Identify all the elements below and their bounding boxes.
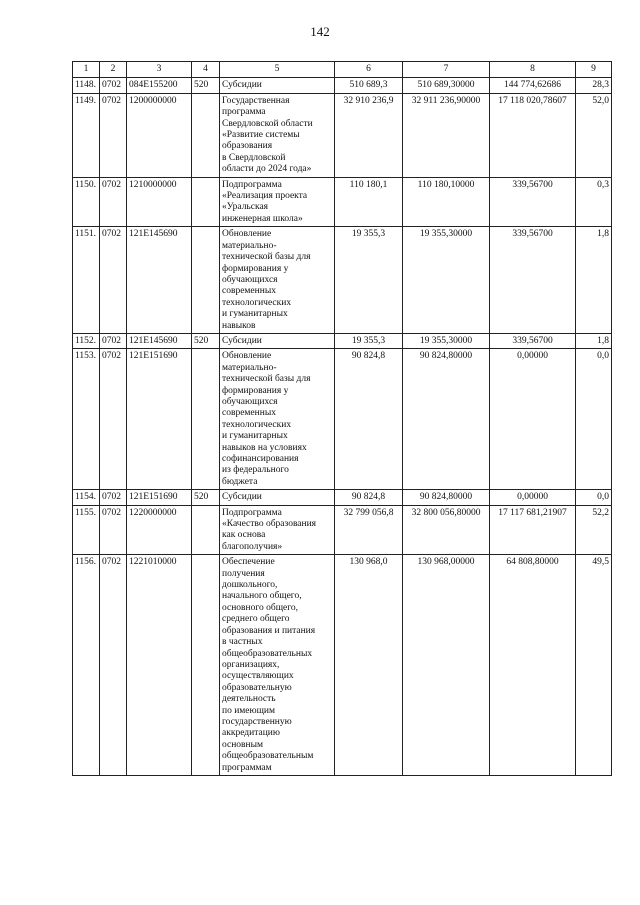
item-name-line: программа (222, 107, 266, 118)
item-name-line: обучающихся (222, 396, 278, 407)
header-cell: 6 (335, 62, 403, 78)
expense-type-code (192, 505, 220, 555)
header-cell: 9 (576, 62, 612, 78)
item-name-line: навыков (222, 320, 256, 331)
article-code: 121E145690 (127, 333, 192, 348)
approved-amount: 90 824,80000 (403, 490, 490, 505)
approved-amount: 110 180,10000 (403, 177, 490, 227)
expense-type-code: 520 (192, 78, 220, 93)
item-name-line: в частных (222, 637, 263, 648)
executed-amount: 144 774,62686 (490, 78, 576, 93)
planned-amount: 19 355,3 (335, 333, 403, 348)
execution-percent: 0,0 (576, 349, 612, 490)
planned-amount: 110 180,1 (335, 177, 403, 227)
item-name-line: формирования у (222, 263, 289, 274)
approved-amount: 32 911 236,90000 (403, 93, 490, 177)
item-name-line: из федерального (222, 465, 289, 476)
planned-amount: 19 355,3 (335, 227, 403, 334)
row-number: 1154. (73, 490, 100, 505)
item-name-line: Обеспечение (222, 557, 275, 568)
item-name (220, 505, 335, 555)
item-name (220, 333, 335, 348)
item-name (220, 78, 335, 93)
item-name-line: технологических (222, 419, 292, 430)
table-row (73, 227, 612, 334)
executed-amount: 339,56700 (490, 227, 576, 334)
header-cell: 3 (127, 62, 192, 78)
executed-amount: 17 117 681,21907 (490, 505, 576, 555)
row-number: 1150. (73, 177, 100, 227)
header-cell: 2 (100, 62, 127, 78)
item-name (220, 227, 335, 334)
section-code: 0702 (100, 177, 127, 227)
executed-amount: 0,00000 (490, 490, 576, 505)
row-number: 1151. (73, 227, 100, 334)
section-code: 0702 (100, 505, 127, 555)
item-name-line: технической базы для (222, 252, 311, 263)
item-name-line: Подпрограмма (222, 507, 282, 518)
planned-amount: 130 968,0 (335, 555, 403, 776)
table-body (73, 78, 612, 776)
approved-amount: 19 355,30000 (403, 227, 490, 334)
approved-amount: 510 689,30000 (403, 78, 490, 93)
planned-amount: 32 910 236,9 (335, 93, 403, 177)
item-name-line: «Качество образования (222, 519, 317, 530)
item-name-line: дошкольного, (222, 580, 278, 591)
planned-amount: 510 689,3 (335, 78, 403, 93)
item-name-line: технической базы для (222, 374, 311, 385)
item-name-line: как основа (222, 530, 266, 541)
item-name-line: государственную (222, 716, 292, 727)
approved-amount: 32 800 056,80000 (403, 505, 490, 555)
execution-percent: 52,0 (576, 93, 612, 177)
row-number: 1152. (73, 333, 100, 348)
article-code: 1220000000 (127, 505, 192, 555)
article-code: 1200000000 (127, 93, 192, 177)
item-name-line: инженерная школа» (222, 213, 303, 224)
execution-percent: 49,5 (576, 555, 612, 776)
item-name-line: бюджета (222, 476, 258, 487)
item-name-line: осуществляющих (222, 671, 294, 682)
item-name-line: программам (222, 762, 272, 773)
section-code: 0702 (100, 93, 127, 177)
item-name-line: общеобразовательных (222, 648, 313, 659)
executed-amount: 0,00000 (490, 349, 576, 490)
item-name-line: материально- (222, 362, 277, 373)
execution-percent: 28,3 (576, 78, 612, 93)
item-name-line: Обновление (222, 351, 272, 362)
item-name-line: Субсидии (222, 80, 262, 91)
approved-amount: 90 824,80000 (403, 349, 490, 490)
expense-type-code (192, 555, 220, 776)
expense-type-code (192, 349, 220, 490)
header-cell: 4 (192, 62, 220, 78)
table-row (73, 93, 612, 177)
item-name-line: технологических (222, 297, 292, 308)
item-name-line: навыков на условиях (222, 442, 307, 453)
item-name-line: «Развитие системы (222, 130, 300, 141)
item-name-line: образовательную (222, 682, 292, 693)
budget-table (72, 61, 612, 776)
item-name-line: и гуманитарных (222, 309, 288, 320)
item-name-line: «Уральская (222, 202, 269, 213)
expense-type-code (192, 227, 220, 334)
execution-percent: 0,0 (576, 490, 612, 505)
item-name-line: и гуманитарных (222, 431, 288, 442)
row-number: 1155. (73, 505, 100, 555)
executed-amount: 17 118 020,78607 (490, 93, 576, 177)
header-cell: 5 (220, 62, 335, 78)
item-name-line: основного общего, (222, 602, 299, 613)
table-row (73, 333, 612, 348)
executed-amount: 339,56700 (490, 333, 576, 348)
item-name-line: современных (222, 408, 276, 419)
section-code: 0702 (100, 349, 127, 490)
planned-amount: 90 824,8 (335, 349, 403, 490)
item-name-line: материально- (222, 240, 277, 251)
article-code: 121E151690 (127, 349, 192, 490)
item-name-line: современных (222, 286, 276, 297)
item-name-line: «Реализация проекта (222, 191, 308, 202)
item-name-line: образования (222, 141, 273, 152)
article-code: 121E145690 (127, 227, 192, 334)
item-name-line: образования и питания (222, 625, 316, 636)
row-number: 1156. (73, 555, 100, 776)
item-name-line: Государственная (222, 95, 290, 106)
header-row (73, 62, 612, 78)
item-name-line: по имеющим (222, 705, 276, 716)
item-name-line: аккредитацию (222, 728, 280, 739)
table-row (73, 555, 612, 776)
table-row (73, 505, 612, 555)
item-name (220, 555, 335, 776)
execution-percent: 1,8 (576, 227, 612, 334)
section-code: 0702 (100, 490, 127, 505)
item-name (220, 349, 335, 490)
item-name-line: области до 2024 года» (222, 164, 312, 175)
expense-type-code (192, 177, 220, 227)
item-name-line: благополучия» (222, 541, 283, 552)
planned-amount: 32 799 056,8 (335, 505, 403, 555)
table-row (73, 349, 612, 490)
section-code: 0702 (100, 78, 127, 93)
executed-amount: 339,56700 (490, 177, 576, 227)
item-name-line: получения (222, 568, 265, 579)
table-row (73, 78, 612, 93)
execution-percent: 0,3 (576, 177, 612, 227)
item-name-line: Субсидии (222, 492, 262, 503)
planned-amount: 90 824,8 (335, 490, 403, 505)
approved-amount: 19 355,30000 (403, 333, 490, 348)
item-name-line: основным (222, 739, 264, 750)
header-cell: 8 (490, 62, 576, 78)
header-cell: 1 (73, 62, 100, 78)
article-code: 1210000000 (127, 177, 192, 227)
item-name-line: начального общего, (222, 591, 302, 602)
item-name-line: Свердловской области (222, 118, 313, 129)
item-name-line: софинансирования (222, 454, 299, 464)
expense-type-code (192, 93, 220, 177)
article-code: 121E151690 (127, 490, 192, 505)
section-code: 0702 (100, 333, 127, 348)
row-number: 1153. (73, 349, 100, 490)
expense-type-code: 520 (192, 490, 220, 505)
row-number: 1149. (73, 93, 100, 177)
expense-type-code: 520 (192, 333, 220, 348)
item-name-line: в Свердловской (222, 152, 286, 163)
item-name-line: общеобразовательным (222, 751, 314, 762)
item-name-line: формирования у (222, 385, 289, 396)
item-name (220, 93, 335, 177)
executed-amount: 64 808,80000 (490, 555, 576, 776)
item-name-line: Субсидии (222, 335, 262, 346)
item-name-line: деятельность (222, 694, 276, 705)
item-name (220, 490, 335, 505)
item-name-line: среднего общего (222, 614, 290, 625)
article-code: 084E155200 (127, 78, 192, 93)
item-name-line: Обновление (222, 229, 272, 240)
item-name (220, 177, 335, 227)
approved-amount: 130 968,00000 (403, 555, 490, 776)
section-code: 0702 (100, 555, 127, 776)
execution-percent: 52,2 (576, 505, 612, 555)
execution-percent: 1,8 (576, 333, 612, 348)
item-name-line: организациях, (222, 659, 280, 670)
header-cell: 7 (403, 62, 490, 78)
row-number: 1148. (73, 78, 100, 93)
table-row (73, 490, 612, 505)
article-code: 1221010000 (127, 555, 192, 776)
item-name-line: обучающихся (222, 274, 278, 285)
section-code: 0702 (100, 227, 127, 334)
table-row (73, 177, 612, 227)
item-name-line: Подпрограмма (222, 179, 282, 190)
page-number: 142 (310, 24, 330, 39)
